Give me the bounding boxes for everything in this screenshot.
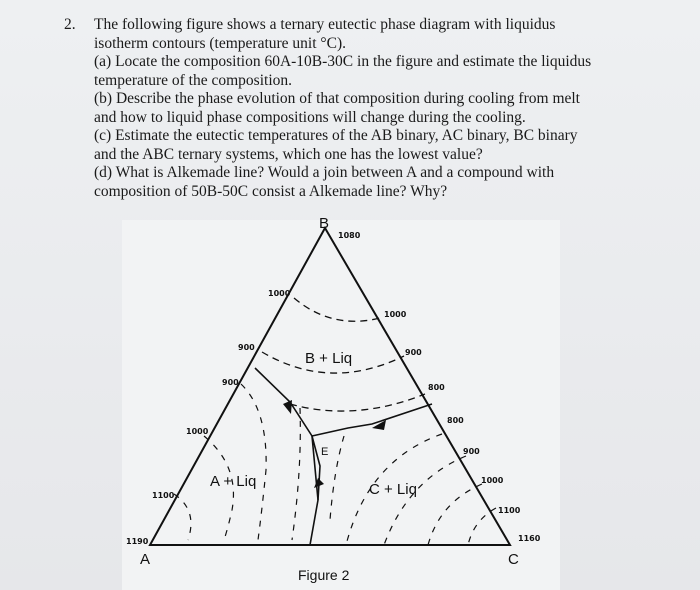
- part-d-line-2: composition of 50B-50C consist a Alkemade line? Why?: [94, 182, 448, 200]
- temp-label-900-AB-2: 900: [222, 378, 239, 387]
- temp-label-900-AC: 900: [463, 447, 480, 456]
- part-b-line-1: (b) Describe the phase evolution of that composition during cooling from melt: [94, 90, 580, 107]
- part-b-line-2: and how to liquid phase compositions will change during the cooling.: [94, 108, 526, 126]
- region-label-B-liq: B + Liq: [305, 350, 353, 367]
- question-intro-line-1: The following figure shows a ternary eutectic phase diagram with liquidus: [94, 16, 556, 33]
- temp-label-1000-AC: 1000: [481, 476, 504, 485]
- temp-label-1190: 1190: [126, 537, 149, 546]
- eutectic-point-label: E: [321, 446, 329, 458]
- temp-label-1000-AB-2: 1000: [186, 427, 209, 436]
- vertex-label-A: A: [140, 551, 151, 568]
- temp-label-1100-AB: 1100: [152, 491, 175, 500]
- temp-label-1100-AC: 1100: [498, 506, 521, 515]
- vertex-label-B: B: [319, 215, 330, 232]
- region-label-C-liq: C + Liq: [369, 481, 417, 498]
- temp-label-1080: 1080: [338, 231, 361, 240]
- figure-panel: [122, 220, 560, 590]
- part-a-line-2: temperature of the composition.: [94, 71, 292, 89]
- part-c-line-1: (c) Estimate the eutectic temperatures of the AB binary, AC binary, BC binary: [94, 127, 578, 144]
- part-c-line-2: and the ABC ternary systems, which one has the lowest value?: [94, 145, 483, 163]
- question-number: 2.: [64, 16, 76, 33]
- vertex-label-C: C: [508, 551, 519, 568]
- temp-label-1000-BC: 1000: [384, 310, 407, 319]
- temp-label-800-BC: 800: [428, 383, 445, 392]
- temp-label-1160: 1160: [518, 534, 541, 543]
- question-intro-line-2: isotherm contours (temperature unit °C).: [94, 34, 346, 52]
- figure-caption: Figure 2: [298, 567, 350, 583]
- temp-label-900-BC: 900: [405, 348, 422, 357]
- region-label-A-liq: A + Liq: [210, 473, 257, 490]
- part-a-line-1: (a) Locate the composition 60A-10B-30C in the figure and estimate the liquidus: [94, 53, 592, 70]
- temp-label-900-AB: 900: [238, 343, 255, 352]
- temp-label-1000-AB: 1000: [268, 289, 291, 298]
- temp-label-800-BC-2: 800: [447, 416, 464, 425]
- part-d-line-1: (d) What is Alkemade line? Would a join between A and a compound with: [94, 164, 555, 181]
